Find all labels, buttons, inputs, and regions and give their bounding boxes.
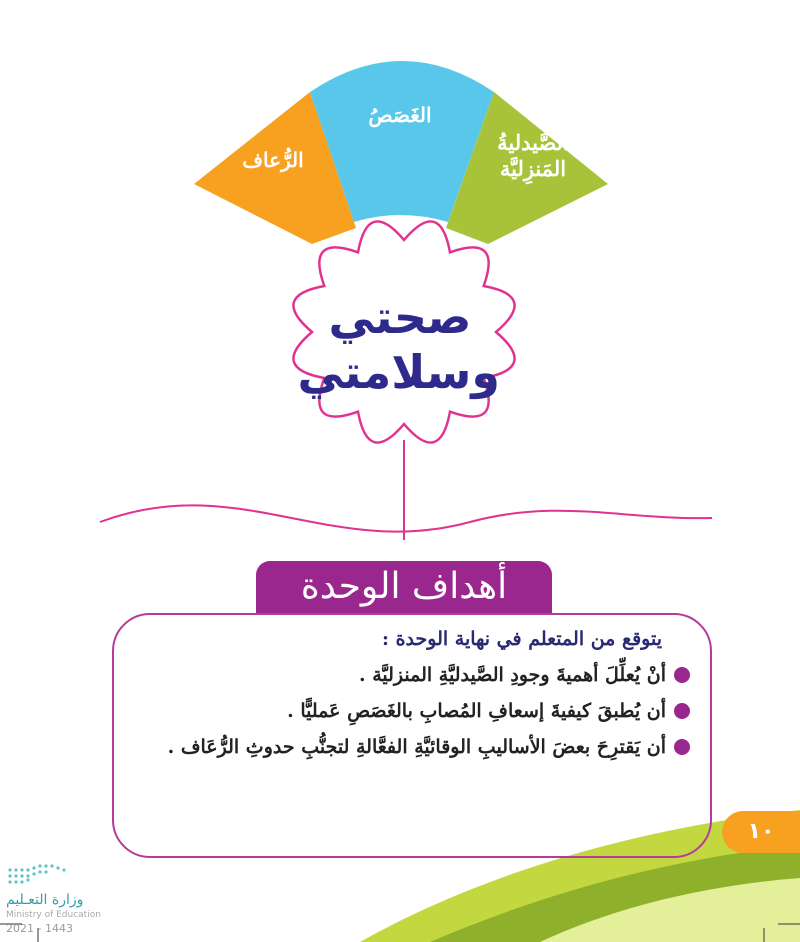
bullet-icon xyxy=(674,739,690,755)
fan-label-pharmacy-line1: الصَّيدليةُ xyxy=(497,130,569,155)
objective-item xyxy=(116,736,690,758)
objectives-list xyxy=(130,628,690,772)
objective-item xyxy=(116,664,690,686)
bullet-icon xyxy=(674,667,690,683)
objective-text: أنْ يُعلِّلَ أهميةَ وجودِ الصَّيدليَّةِ المنزليَّة . xyxy=(358,664,666,686)
objectives-tab: أهداف الوحدة xyxy=(256,561,552,613)
page-number: ١٠ xyxy=(722,811,800,853)
objective-item xyxy=(116,700,690,722)
ministry-year: 2021 - 1443 xyxy=(6,922,73,935)
fan-label-choking: الغَصَصُ xyxy=(368,103,432,127)
fan-label-nosebleed: الرُّعاف xyxy=(242,148,304,172)
fan-label-pharmacy xyxy=(478,130,588,183)
bullet-icon xyxy=(674,703,690,719)
ministry-name-english: Ministry of Education xyxy=(6,910,101,920)
unit-title-line1: صحتي xyxy=(328,290,472,344)
ministry-name-arabic: وزارة التعـليم xyxy=(6,892,84,908)
objective-text: أن يُطبقَ كيفيةَ إسعافِ المُصابِ بالغَصَصِ عَمليًّا . xyxy=(287,700,666,722)
unit-title-line2: وسلامتي xyxy=(297,345,500,399)
objective-text: أن يَقترِحَ بعضَ الأساليبِ الوقائيَّةِ الفعَّالةِ لتجنُّبِ حدوثِ الرُّعَاف . xyxy=(167,736,666,758)
fan-label-pharmacy-line2: المَنزِليَّة xyxy=(499,156,567,182)
objectives-intro: يتوقع من المتعلم في نهاية الوحدة : xyxy=(381,628,662,650)
